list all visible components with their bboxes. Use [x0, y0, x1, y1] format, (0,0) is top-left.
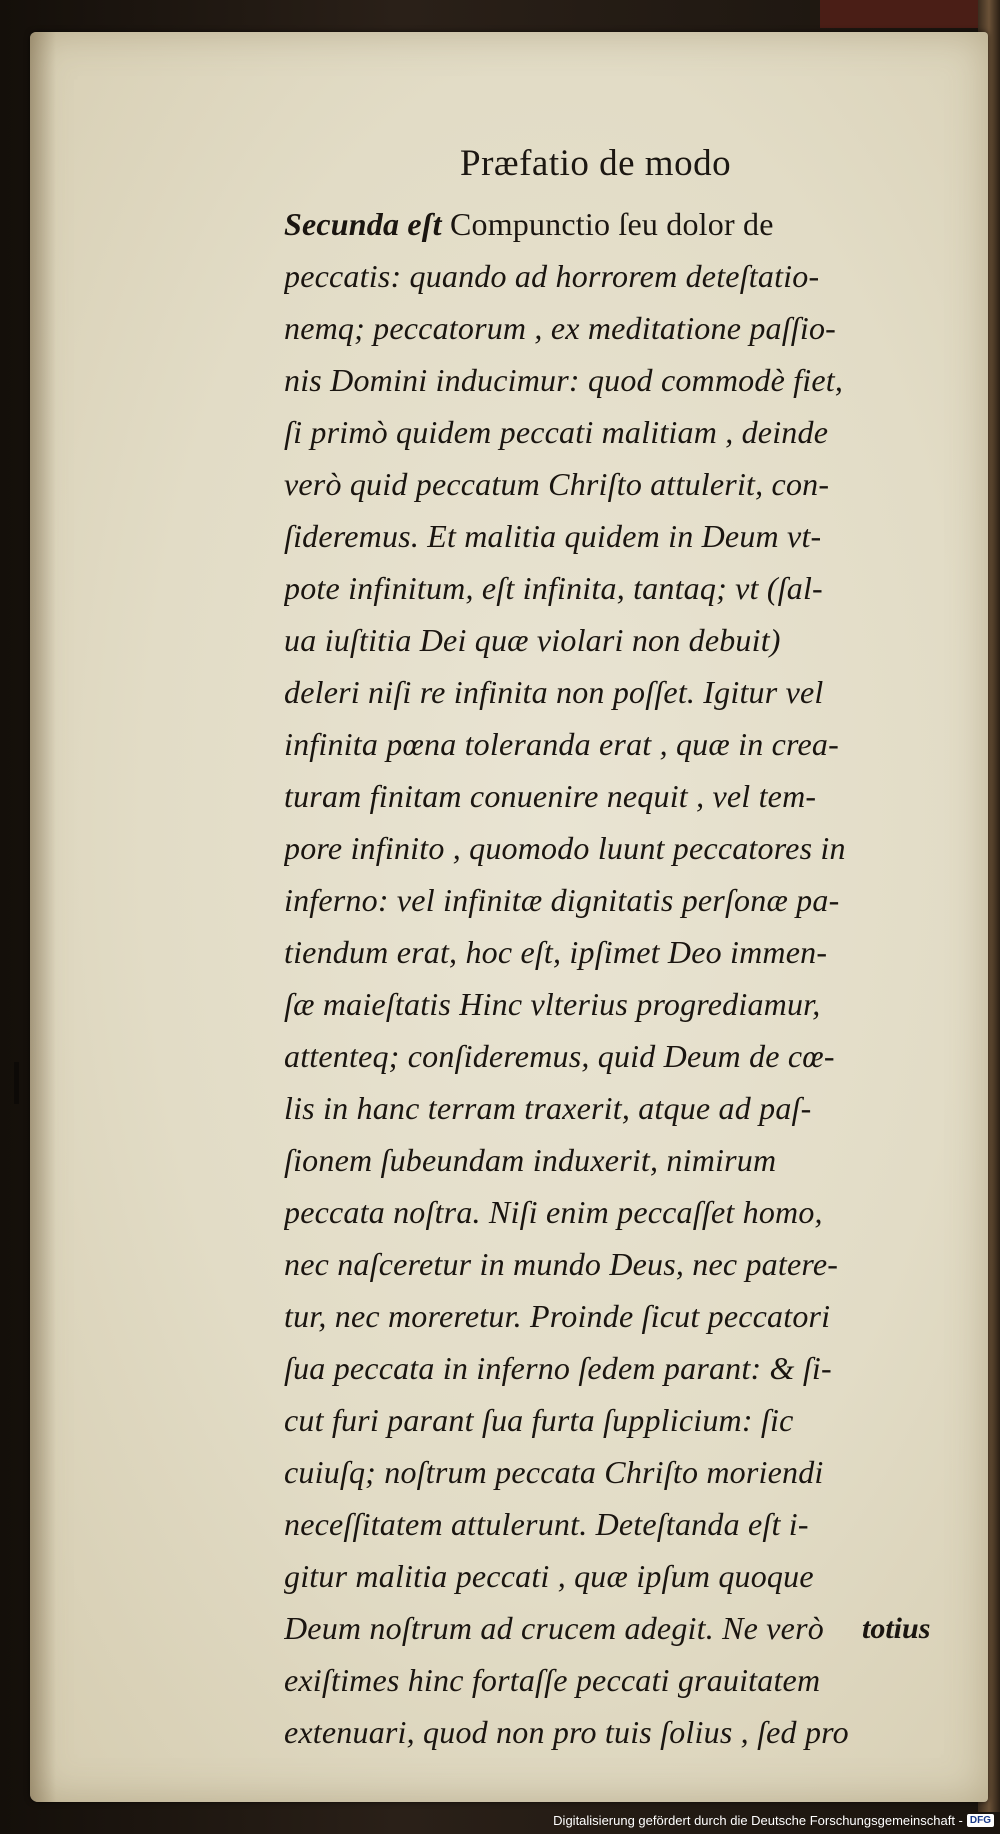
text-line: nec naſceretur in mundo Deus, nec patere-: [284, 1246, 839, 1282]
text-line: ua iuſtitia Dei quæ violari non debuit): [284, 622, 781, 658]
text-line: exiſtimes hinc fortaſſe peccati grauitatem: [284, 1662, 821, 1698]
text-line: nis Domini inducimur: quod commodè fiet,: [284, 362, 844, 398]
text-line: ſæ maieſtatis Hinc vlterius progrediamur,: [284, 986, 821, 1022]
text-lines: [284, 250, 964, 1758]
text-line: deleri niſi re infinita non poſſet. Igitur vel: [284, 674, 824, 710]
text-line: verò quid peccatum Chriſto attulerit, con-: [284, 466, 830, 502]
text-line: ſideremus. Et malitia quidem in Deum vt-: [284, 518, 822, 554]
text-line: peccatis: quando ad horrorem deteſtatio-: [284, 258, 820, 294]
dfg-logo: DFG: [967, 1814, 994, 1827]
text-line: inferno: vel infinitæ dignitatis perſonæ pa-: [284, 882, 840, 918]
text-line: tiendum erat, hoc eſt, ipſimet Deo immen-: [284, 934, 828, 970]
book-binding: [820, 0, 1000, 28]
text-line: cuiuſq; noſtrum peccata Chriſto moriendi: [284, 1454, 824, 1490]
text-line: cut furi parant ſua furta ſupplicium: ſic: [284, 1402, 794, 1438]
text-line: ſi primò quidem peccati malitiam , deinde: [284, 414, 829, 450]
text-line: gitur malitia peccati , quæ ipſum quoque: [284, 1558, 814, 1594]
text-line: tur, nec moreretur. Proinde ſicut peccatori: [284, 1298, 831, 1334]
body-text: [284, 198, 964, 1758]
text-line: neceſſitatem attulerunt. Deteſtanda eſt i-: [284, 1506, 809, 1542]
text-line: lis in hanc terram traxerit, atque ad paſ-: [284, 1090, 812, 1126]
text-line: attenteq; conſideremus, quid Deum de cœ-: [284, 1038, 835, 1074]
paragraph-lead: Secunda eſt: [284, 206, 442, 242]
text-line: infinita pœna toleranda erat , quæ in crea-: [284, 726, 839, 762]
gutter-shadow: [30, 32, 56, 1802]
text-line: [284, 198, 964, 250]
text-line: pore infinito , quomodo luunt peccatores in: [284, 830, 846, 866]
text-line: nemq; peccatorum , ex meditatione paſſio-: [284, 310, 837, 346]
text-line: ſionem ſubeundam induxerit, nimirum: [284, 1142, 777, 1178]
text-line: turam finitam conuenire nequit , vel tem-: [284, 778, 817, 814]
text-line: pote infinitum, eſt infinita, tantaq; vt (ſal-: [284, 570, 823, 606]
margin-mark: [14, 1062, 19, 1104]
text-line: extenuari, quod non pro tuis ſolius , ſed pro: [284, 1714, 849, 1750]
digitization-footer: [553, 1808, 994, 1832]
text-line: Deum noſtrum ad crucem adegit. Ne verò: [284, 1610, 824, 1646]
catchword: totius: [862, 1612, 931, 1645]
running-head: Præfatio de modo: [460, 143, 732, 184]
text-line: ſua peccata in inferno ſedem parant: & ſi-: [284, 1350, 832, 1386]
paragraph-lead-rest: Compunctio ſeu dolor de: [441, 206, 774, 242]
footer-text: Digitalisierung gefördert durch die Deutsche Forschungsgemeinschaft -: [553, 1812, 963, 1828]
text-line: peccata noſtra. Niſi enim peccaſſet homo,: [284, 1194, 823, 1230]
